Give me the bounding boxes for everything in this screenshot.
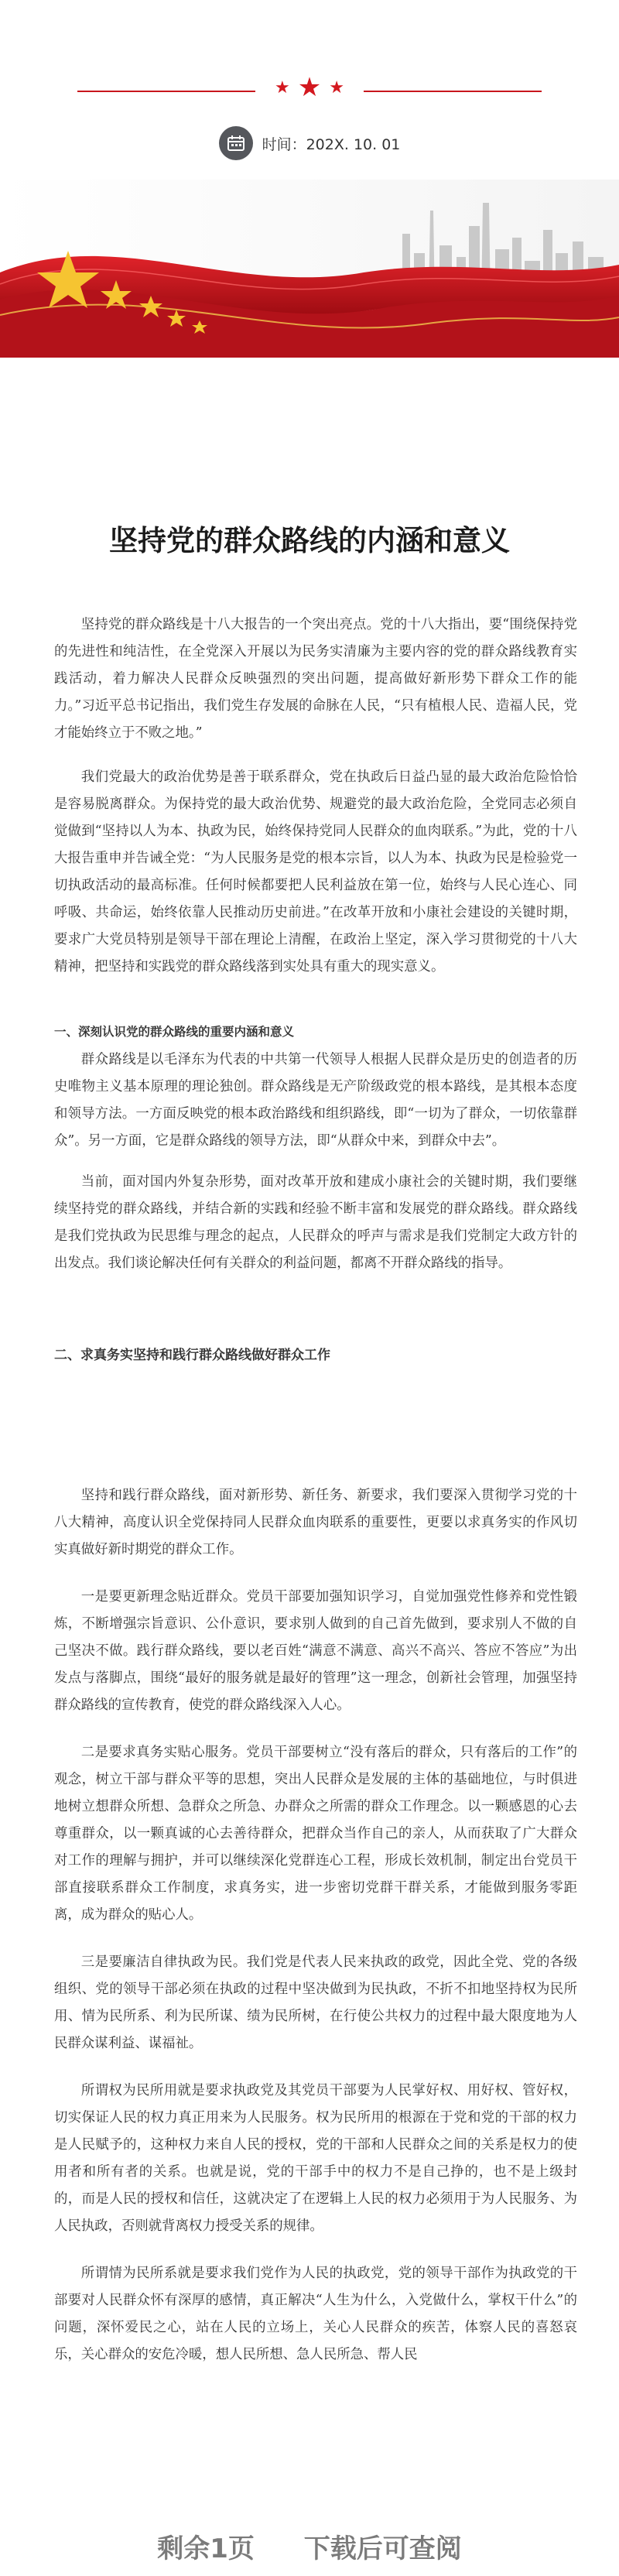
section-2 bbox=[54, 1344, 577, 1367]
section-1 bbox=[54, 1020, 577, 1277]
star-icon: ★ bbox=[275, 78, 290, 98]
paragraph: 三是要廉洁自律执政为民。我们党是代表人民来执政的政党，因此全党、党的各级组织、党的领导干部必须在执政的过程中坚决做到为民执政，不折不扣地坚持权为民所用、情为民所系、利为民所谋、绩为民所树，在行使公共权力的过程中最大限度地为人民群众谋利益、谋福祉。 bbox=[54, 1954, 577, 2051]
article-title: 坚持党的群众路线的内涵和意义 bbox=[109, 524, 510, 557]
header-banner bbox=[0, 180, 619, 358]
header-rule-right bbox=[364, 91, 542, 92]
publish-time: 时间：202X. 10. 01 bbox=[262, 135, 401, 153]
header-stars bbox=[255, 74, 364, 105]
star-icon: ★ bbox=[329, 78, 344, 98]
paragraph: 所谓情为民所系就是要求我们党作为人民的执政党，党的领导干部作为执政党的干部要对人民群众怀有深厚的感情，真正解决“人生为什么，入党做什么，掌权干什么”的问题，深怀爱民之心，站在人民的立场上，关心人民群众的疾苦，体察人民的喜怒哀乐，关心群众的安危冷暖，想人民所想、急人民所急、帮人民 bbox=[54, 2266, 577, 2362]
download-prompt[interactable] bbox=[0, 2527, 619, 2565]
paragraph: 当前，面对国内外复杂形势，面对改革开放和建成小康社会的关键时期，我们要继续坚持党的群众路线，并结合新的实践和经验不断丰富和发展党的群众路线。群众路线是我们党执政为民思维与理念的起点，人民群众的呼声与需求是我们党制定大政方针的出发点。我们谈论解决任何有关群众的利益问题，都离不开群众路线的指导。 bbox=[54, 1174, 577, 1271]
paragraph: 坚持和践行群众路线，面对新形势、新任务、新要求，我们要深入贯彻学习党的十八大精神，高度认识全党保持同人民群众血肉联系的重要性，更要以求真务实的作风切实真做好新时期党的群众工作。 bbox=[54, 1488, 577, 1557]
publish-time-row bbox=[0, 124, 619, 163]
footer-fade bbox=[0, 2392, 619, 2508]
section-2-body bbox=[54, 1482, 577, 2369]
section-heading: 一、深刻认识党的群众路线的重要内涵和意义 bbox=[54, 1025, 295, 1039]
paragraph: 一是要更新理念贴近群众。党员干部要加强知识学习，自觉加强党性修养和党性锻炼，不断增强宗旨意识、公仆意识，要求别人做到的自己首先做到，要求别人不做的自己坚决不做。践行群众路线，要以老百姓“满意不满意、高兴不高兴、答应不答应”为出发点与落脚点，围绕“最好的服务就是最好的管理”这一理念，创新社会管理，加强坚持群众路线的宣传教育，使党的群众路线深入人心。 bbox=[54, 1589, 577, 1713]
paragraph: 二是要求真务实贴心服务。党员干部要树立“没有落后的群众，只有落后的工作”的观念，树立干部与群众平等的思想，突出人民群众是发展的主体的基础地位，与时俱进地树立想群众所想、急群众之所急、办群众之所需的群众工作理念。以一颗感恩的心去尊重群众，以一颗真诚的心去善待群众，把群众当作自己的亲人，从而获取了广大群众对工作的理解与拥护，并可以继续深化党群连心工程，形成长效机制，制定出台党员干部直接联系群众工作制度，求真务实，进一步密切党群干群关系，才能做到服务零距离，成为群众的贴心人。 bbox=[54, 1745, 577, 1923]
paragraph: 群众路线是以毛泽东为代表的中共第一代领导人根据人民群众是历史的创造者的历史唯物主义基本原理的理论独创。群众路线是无产阶级政党的根本路线，是其根本态度和领导方法。一方面反映党的根本政治路线和组织路线，即“一切为了群众，一切依靠群众”。另一方面，它是群众路线的领导方法，即“从群众中来，到群众中去”。 bbox=[54, 1052, 577, 1149]
section-heading: 二、求真务实坚持和践行群众路线做好群众工作 bbox=[54, 1348, 330, 1363]
star-icon: ★ bbox=[297, 72, 322, 103]
paragraph: 坚持党的群众路线是十八大报告的一个突出亮点。党的十八大指出，要“围绕保持党的先进性和纯洁性，在全党深入开展以为民务实清廉为主要内容的党的群众路线教育实践活动，着力解决人民群众反映强烈的突出问题，提高做好新形势下群众工作的能力。”习近平总书记指出，我们党生存发展的命脉在人民，“只有植根人民、造福人民，党才能始终立于不败之地。” bbox=[54, 617, 577, 741]
article-body-intro bbox=[54, 611, 577, 981]
calendar-icon bbox=[219, 126, 253, 160]
download-link[interactable]: 下载后可查阅 bbox=[303, 2533, 462, 2564]
header-rule-left bbox=[77, 91, 255, 92]
paragraph: 我们党最大的政治优势是善于联系群众，党在执政后日益凸显的最大政治危险恰恰是容易脱离群众。为保持党的最大政治优势、规避党的最大政治危险，全党同志必须自觉做到“坚持以人为本、执政为民，始终保持党同人民群众的血肉联系。”为此，党的十八大报告重申并告诫全党：“为人民服务是党的根本宗旨，以人为本、执政为民是检验党一切执政活动的最高标准。任何时候都要把人民利益放在第一位，始终与人民心连心、同呼吸、共命运，始终依靠人民推动历史前进。”在改革开放和小康社会建设的关键时期，要求广大党员特别是领导干部在理论上清醒，在政治上坚定，深入学习贯彻党的十八大精神，把坚持和实践党的群众路线落到实处具有重大的现实意义。 bbox=[54, 769, 577, 975]
paragraph: 所谓权为民所用就是要求执政党及其党员干部要为人民掌好权、用好权、管好权，切实保证人民的权力真正用来为人民服务。权为民所用的根源在于党和党的干部的权力是人民赋予的，这种权力来自人民的授权，党的干部和人民群众之间的关系是权力的使用者和所有者的关系。也就是说，党的干部手中的权力不是自己挣的，也不是上级封的，而是人民的授权和信任，这就决定了在逻辑上人民的权力必须用于为人民服务、为人民执政，否则就背离权力授受关系的规律。 bbox=[54, 2083, 577, 2234]
remaining-pages-label: 剩余1页 bbox=[157, 2533, 255, 2564]
